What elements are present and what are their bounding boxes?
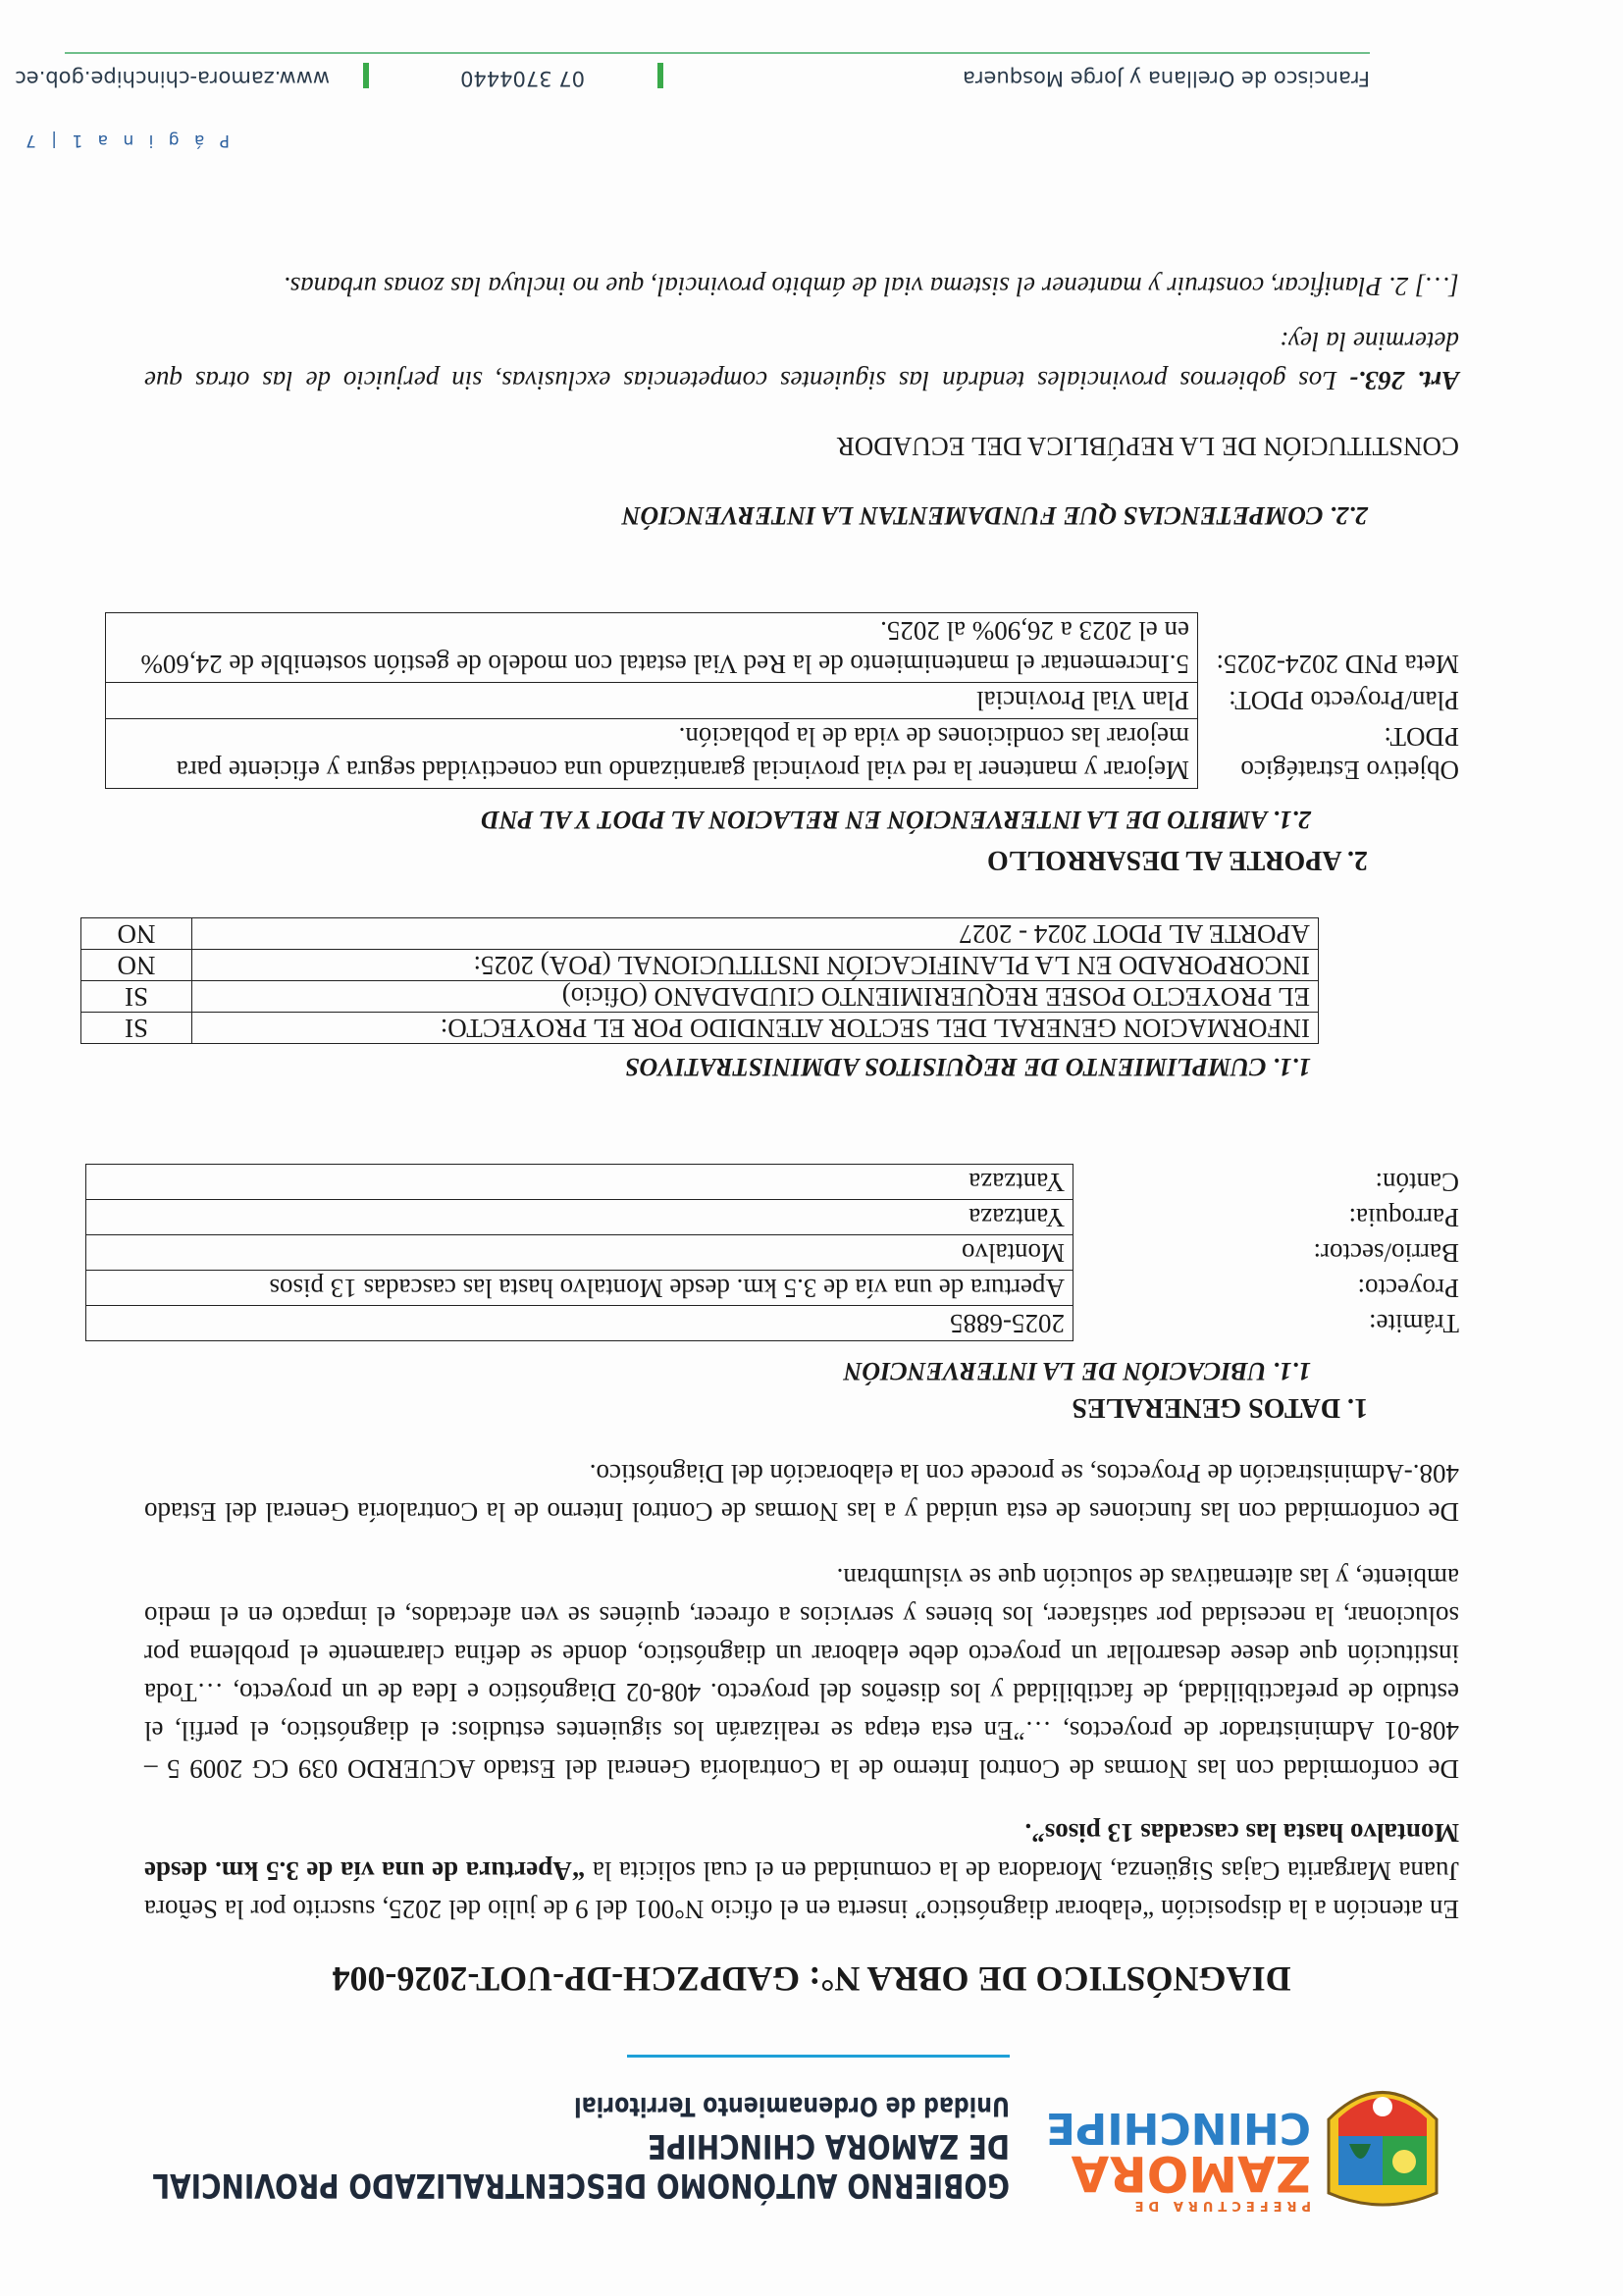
location-value: Montalvo bbox=[86, 1235, 1073, 1271]
location-label: Barrio/sector: bbox=[1313, 1238, 1459, 1269]
pdot-pnd-table bbox=[105, 612, 1459, 789]
table-row bbox=[86, 1200, 1460, 1235]
requirement-value: SI bbox=[81, 981, 192, 1013]
pdot-value: Mejorar y mantener la red vial provincial garantizando una conectividad segura y eficiente para mejorar las condiciones de vida de la población. bbox=[106, 719, 1198, 789]
header-divider bbox=[627, 2055, 1010, 2058]
location-value: Yantzaza bbox=[86, 1200, 1073, 1235]
table-row bbox=[86, 1165, 1460, 1200]
requirement-item: EL PROYECTO POSEE REQUERIMIENTO CIUDADANO (Oficio) bbox=[192, 981, 1319, 1013]
location-label: Parroquia: bbox=[1348, 1203, 1459, 1233]
logo-line-2: CHINCHIPE bbox=[1045, 2103, 1311, 2153]
logo-wordmark bbox=[1045, 2103, 1311, 2213]
document-title: DIAGNÓSTICO DE OBRA N°: GADPZCH-DP-UOT-2026-004 bbox=[332, 1959, 1291, 1999]
section-2-1-heading: 2.1. AMBITO DE LA INTERVENCIÓN EN RELACION AL PDOT Y AL PND bbox=[481, 806, 1311, 834]
pdot-label: Objetivo Estratégico PDOT: bbox=[1240, 722, 1459, 786]
footer-divider bbox=[65, 52, 1370, 54]
section-1-heading: 1. DATOS GENERALES bbox=[1072, 1392, 1368, 1423]
location-value: Apertura de una vía de 3.5 km. desde Montalvo hasta las cascadas 13 pisos bbox=[86, 1271, 1073, 1306]
intro-paragraph-1 bbox=[144, 1813, 1459, 1928]
location-label: Proyecto: bbox=[1357, 1274, 1459, 1304]
logo-line-1: ZAMORA bbox=[1071, 2145, 1311, 2202]
footer-address: Francisco de Orellana y Jorge Mosquera bbox=[963, 67, 1370, 90]
footer-separator bbox=[363, 63, 369, 88]
requirements-table bbox=[80, 917, 1319, 1044]
table-row bbox=[81, 950, 1319, 981]
provincial-coat-of-arms-logo bbox=[1314, 2067, 1451, 2213]
location-label: Trámite: bbox=[1368, 1309, 1459, 1339]
intro-paragraph-2: De conformidad con las Normas de Control Interno de la Contraloría General del Estado ACUERDO 039 CG 2009 5 – 408-01 Administrador de proyectos, …”En esta etapa se realizarán los siguientes estudios: el diagnóstico, el perfil, el estudio de prefactibilidad, de factibilidad y los diseños del proyecto. 408-02 Diagnóstico e Idea de un proyecto, …Toda institución que desee desarrollar un proyecto debe elaborar un diagnóstico, donde se defina claramente el problema por solucionar, la necesidad por satisfacer, los bienes y servicios a ofrecer, quiénes se ven afectados, el impacto en el medio ambiente, y las alternativas de solución que se vislumbran. bbox=[144, 1563, 1459, 1784]
institution-name-line-2: DE ZAMORA CHINCHIPE bbox=[647, 2126, 1010, 2166]
section-1-1-heading: 1.1. UBICACIÓN DE LA INTERVENCIÓN bbox=[843, 1357, 1311, 1385]
section-2-heading: 2. APORTE AL DESARROLLO bbox=[987, 845, 1368, 875]
table-row bbox=[86, 1306, 1460, 1341]
article-263-item: […] 2. Planificar, construir y mantener el sistema vial de ámbito provincial, que no incluya las zonas urbanas. bbox=[283, 272, 1459, 301]
requirement-item: INFORMACION GENERAL DEL SECTOR ATENDIDO POR EL PROYECTO: bbox=[192, 1013, 1319, 1044]
table-row bbox=[106, 719, 1460, 789]
section-2-2-heading: 2.2. COMPETENCIAS QUE FUNDAMENTAN LA INTERVENCIÓN bbox=[621, 501, 1368, 530]
footer-phone: 07 3704440 bbox=[460, 67, 585, 90]
requirement-value: SI bbox=[81, 1013, 192, 1044]
table-row bbox=[86, 1271, 1460, 1306]
requirement-value: NO bbox=[81, 918, 192, 950]
location-value: 2025-6885 bbox=[86, 1306, 1073, 1341]
table-row bbox=[81, 1013, 1319, 1044]
institution-name-line-1: GOBIERNO AUTÓNOMO DESCENTRALIZADO PROVINCIAL bbox=[152, 2166, 1010, 2205]
project-request-title: “Apertura de una vía de 3.5 km. desde Montalvo hasta las cascadas 13 pisos”. bbox=[144, 1818, 1459, 1886]
table-row bbox=[106, 683, 1460, 719]
article-263-text bbox=[144, 322, 1459, 400]
intro-paragraph-1-text: En atención a la disposición “elaborar diagnóstico” inserta en el oficio N°001 del 9 de julio del 2025, suscrito por la Señora Juana Margarita Cajas Sigüenza, Moradora de la comunidad en el cual solicita la bbox=[144, 1856, 1459, 1924]
article-label: Art. 263.- bbox=[1349, 366, 1459, 395]
table-row bbox=[106, 613, 1460, 683]
location-value: Yantzaza bbox=[86, 1165, 1073, 1200]
requirement-item: INCORPORADO EN LA PLANIFICACIÓN INSTITUCIONAL (POA) 2025: bbox=[192, 950, 1319, 981]
institution-header bbox=[48, 2089, 1010, 2205]
location-label: Cantón: bbox=[1375, 1168, 1459, 1198]
table-row bbox=[81, 918, 1319, 950]
page-number: P á g i n a 1 | 7 bbox=[21, 130, 230, 150]
requirement-value: NO bbox=[81, 950, 192, 981]
table-row bbox=[86, 1235, 1460, 1271]
section-1-1b-heading: 1.1. CUMPLIMIENTO DE REQUISITOS ADMINISTRATIVOS bbox=[625, 1053, 1311, 1081]
requirement-item: APORTE AL PDOT 2024 - 2027 bbox=[192, 918, 1319, 950]
table-row bbox=[81, 981, 1319, 1013]
pdot-value: Plan Vial Provincial bbox=[106, 683, 1198, 719]
pdot-label: Meta PND 2024-2025: bbox=[1216, 650, 1459, 680]
pdot-value: 5.Incrementar el mantenimiento de la Red Vial estatal con modelo de gestión sostenible de 24,60% en el 2023 a 26,90% al 2025. bbox=[106, 613, 1198, 683]
pdot-label: Plan/Proyecto PDOT: bbox=[1229, 686, 1459, 716]
constitution-heading: CONSTITUCIÓN DE LA REPÚBLICA DEL ECUADOR bbox=[836, 432, 1459, 461]
location-table bbox=[85, 1164, 1459, 1341]
intro-paragraph-3: De conformidad con las funciones de esta unidad y a las Normas de Control Interno de la Contraloría General del Estado 408.-Administración de Proyectos, se procede con la elaboración del Diagnóstico. bbox=[144, 1459, 1459, 1527]
footer-separator bbox=[657, 63, 663, 88]
footer-website[interactable]: www.zamora-chinchipe.gob.ec bbox=[15, 67, 330, 90]
unit-name: Unidad de Ordenamiento Territorial bbox=[574, 2091, 1010, 2121]
article-body: Los gobiernos provinciales tendrán las siguientes competencias exclusivas, sin perjuicio de las otras que determine la ley: bbox=[143, 327, 1459, 395]
logo-prefix: PREFECTURA DE bbox=[1129, 2198, 1311, 2213]
